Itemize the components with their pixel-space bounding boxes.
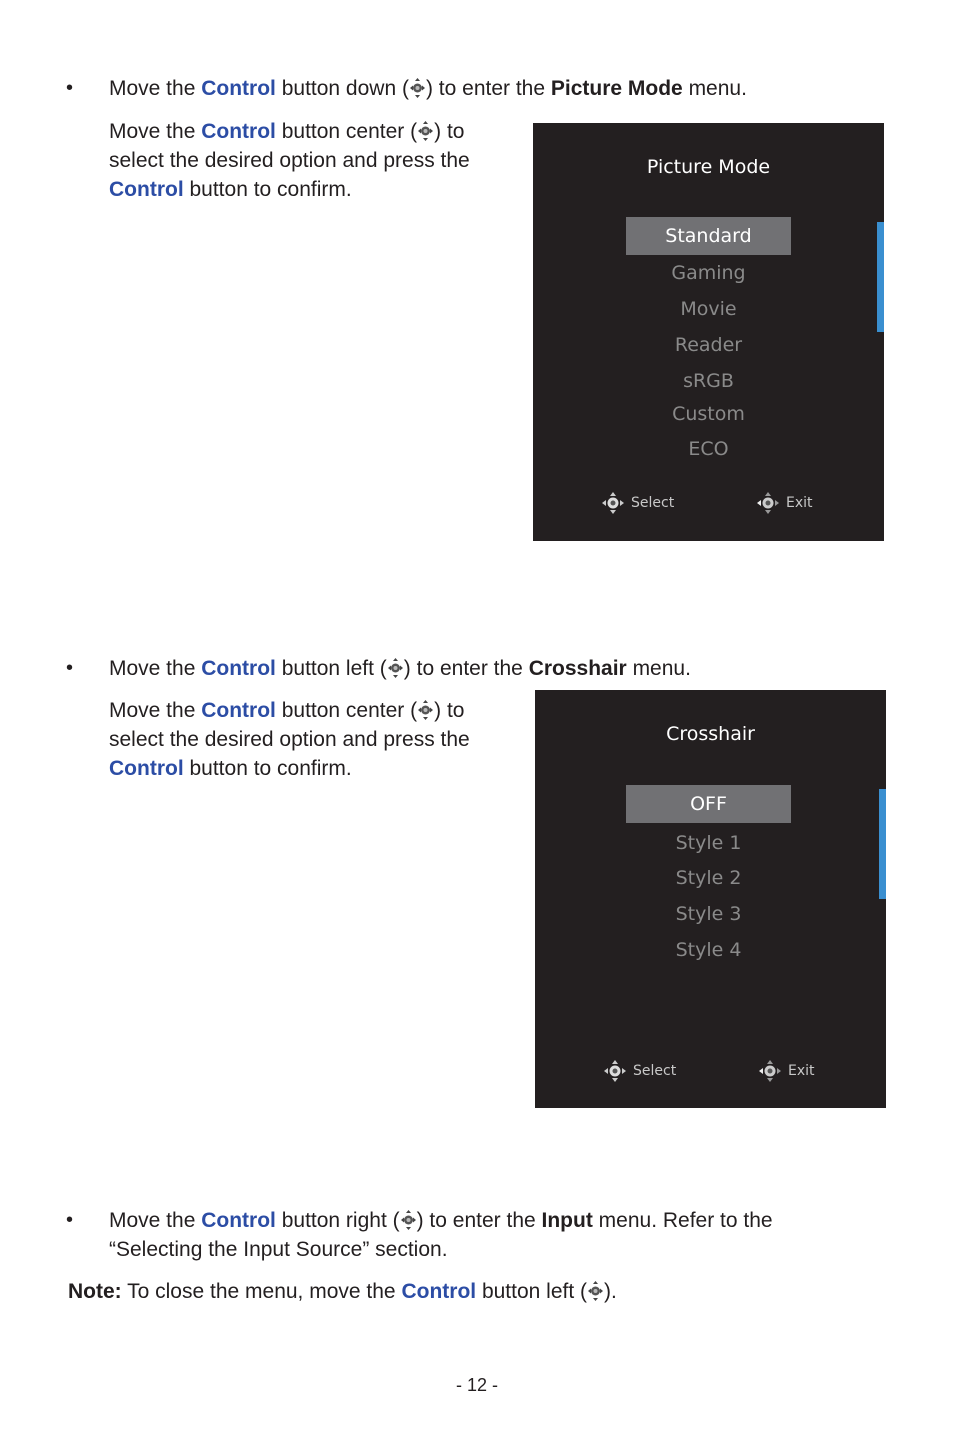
instruction-input-continued: “Selecting the Input Source” section.: [109, 1238, 448, 1261]
text: button left (: [275, 657, 387, 680]
joystick-center-icon: [417, 699, 434, 721]
text: ) to: [434, 120, 465, 143]
text: menu.: [682, 77, 747, 100]
paragraph-line: [109, 696, 464, 725]
osd-item-movie[interactable]: Movie: [680, 298, 737, 320]
text: button to confirm.: [183, 178, 352, 201]
osd-footer-exit: [758, 1059, 815, 1083]
keyword-control: Control: [201, 657, 276, 680]
text: button center (: [275, 699, 418, 722]
osd-item-off[interactable]: OFF: [626, 785, 791, 823]
joystick-icon: [603, 1059, 627, 1083]
instruction-crosshair: [109, 654, 691, 683]
text: Move the: [109, 657, 202, 680]
keyword-crosshair: Crosshair: [528, 657, 627, 680]
joystick-down-icon: [409, 77, 426, 99]
text: To close the menu, move the: [121, 1280, 402, 1303]
keyword-picture-mode: Picture Mode: [550, 77, 683, 100]
bullet: •: [66, 657, 74, 679]
text: Move the: [109, 77, 202, 100]
osd-scrollbar[interactable]: [877, 222, 884, 332]
osd-item-standard[interactable]: Standard: [626, 217, 791, 255]
text: button right (: [275, 1209, 400, 1232]
keyword-control: Control: [401, 1280, 477, 1303]
text: ) to enter the: [416, 1209, 542, 1232]
instruction-input: [109, 1206, 773, 1235]
osd-footer-select: [603, 1059, 676, 1083]
text: menu.: [626, 657, 691, 680]
osd-item-style-4[interactable]: Style 4: [675, 939, 742, 961]
osd-picture-mode-screen: [533, 123, 884, 541]
bullet: •: [66, 1209, 74, 1231]
joystick-icon: [601, 491, 625, 515]
note: [68, 1277, 617, 1306]
instruction-picture-mode: [109, 74, 747, 103]
keyword-control: Control: [109, 757, 184, 780]
text: button center (: [275, 120, 418, 143]
text: button down (: [275, 77, 409, 100]
joystick-center-icon: [417, 120, 434, 142]
paragraph-line: select the desired option and press the: [109, 149, 470, 172]
text: ) to enter the: [425, 77, 551, 100]
osd-footer-select-label: Select: [631, 495, 675, 511]
joystick-right-icon: [400, 1209, 417, 1231]
osd-title: Crosshair: [666, 723, 755, 745]
joystick-left-icon: [387, 657, 404, 679]
text: Move the: [109, 1209, 202, 1232]
osd-crosshair-screen: [535, 690, 886, 1108]
osd-item-custom[interactable]: Custom: [672, 403, 745, 425]
osd-footer-exit: [756, 491, 813, 515]
bullet: •: [66, 77, 74, 99]
paragraph-line: [109, 754, 352, 783]
text: ) to: [434, 699, 465, 722]
text: Move the: [109, 120, 202, 143]
joystick-icon: [756, 491, 780, 515]
osd-item-reader[interactable]: Reader: [674, 334, 743, 356]
keyword-control: Control: [201, 77, 276, 100]
joystick-icon: [758, 1059, 782, 1083]
osd-footer-exit-label: Exit: [788, 1063, 815, 1079]
osd-item-style-2[interactable]: Style 2: [675, 867, 742, 889]
keyword-control: Control: [201, 699, 276, 722]
osd-item-eco[interactable]: ECO: [688, 438, 729, 460]
text: button to confirm.: [183, 757, 352, 780]
text: button left (: [476, 1280, 588, 1303]
joystick-left-icon: [587, 1280, 604, 1302]
osd-item-style-3[interactable]: Style 3: [675, 903, 742, 925]
osd-item-gaming[interactable]: Gaming: [671, 262, 746, 284]
osd-scrollbar[interactable]: [879, 789, 886, 899]
paragraph-line: [109, 117, 464, 146]
paragraph-line: select the desired option and press the: [109, 728, 470, 751]
osd-footer-exit-label: Exit: [786, 495, 813, 511]
paragraph-line: [109, 175, 352, 204]
keyword-control: Control: [201, 120, 276, 143]
keyword-input: Input: [541, 1209, 593, 1232]
note-label: Note:: [68, 1280, 122, 1303]
text: ).: [604, 1280, 617, 1303]
osd-footer-select: [601, 491, 674, 515]
text: Move the: [109, 699, 202, 722]
text: ) to enter the: [403, 657, 529, 680]
keyword-control: Control: [109, 178, 184, 201]
keyword-control: Control: [201, 1209, 276, 1232]
page-number: - 12 -: [455, 1375, 498, 1395]
osd-item-srgb[interactable]: sRGB: [683, 370, 734, 392]
osd-item-style-1[interactable]: Style 1: [675, 832, 742, 854]
osd-title: Picture Mode: [646, 156, 771, 178]
text: menu. Refer to the: [592, 1209, 773, 1232]
osd-footer-select-label: Select: [633, 1063, 677, 1079]
